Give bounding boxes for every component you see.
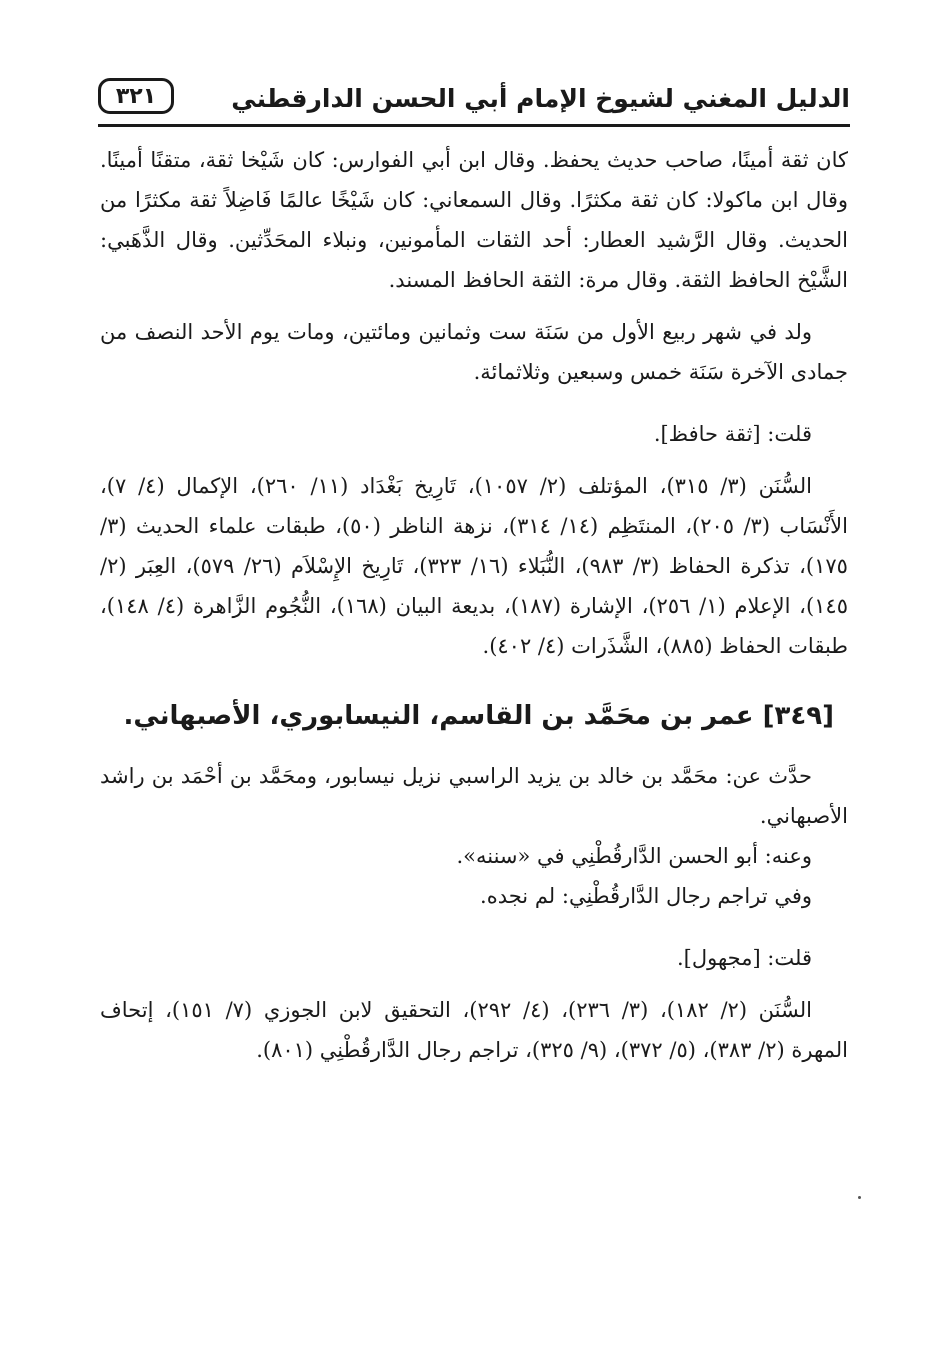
entry-348-birth-death: ولد في شهر ربيع الأول من سَنَة ست وثمانين ومائتين، ومات يوم الأحد النصف من جمادى الآخرة سَنَة خمس وسبعين وثلاثمائة. [100, 320, 848, 384]
entry-349-narrated-by: وعنه: أبو الحسن الدَّارقُطْنِي في «سننه». [456, 844, 812, 868]
page-number: ٣٢١ [115, 83, 157, 109]
entry-348-verdict: قلت: [ثقة حافظ]. [653, 422, 812, 446]
entry-349-verdict: قلت: [مجهول]. [676, 946, 812, 970]
ink-speck [858, 1196, 861, 1199]
page-body [100, 140, 848, 1070]
page-number-frame [98, 78, 174, 114]
entry-349-heading: [٣٤٩] عمر بن محَمَّد بن القاسم، النيسابوري، الأصبهاني. [123, 701, 834, 731]
entry-349-sources: السُّنَن (٢/ ١٨٢)، (٣/ ٢٣٦)، (٤/ ٢٩٢)، التحقيق لابن الجوزي (٧/ ١٥١)، إتحاف المهرة (٢/ ٣٨٣)، (٥/ ٣٧٢)، (٩/ ٣٢٥)، تراجم رجال الدَّارقُطْنِي (٨٠١). [100, 998, 848, 1062]
entry-349-in-tarajim: وفي تراجم رجال الدَّارقُطْنِي: لم نجده. [480, 884, 812, 908]
entry-348-praise: كان ثقة أمينًا، صاحب حديث يحفظ. وقال ابن أبي الفوارس: كان شَيْخا ثقة، متقنًا أمينًا. وقال ابن ماكولا: كان ثقة مكثرًا. وقال السمعاني: كان شَيْخًا عالمًا فَاضِلاً ثقة مكثرًا من الحديث. وقال الرَّشيد العطار: أحد الثقات المأمونين، ونبلاء المحَدِّثين. وقال الذَّهَبي: الشَّيْخ الحافظ الثقة. وقال مرة: الثقة الحافظ المسند. [100, 148, 848, 292]
entry-349-narrated-from: حدَّث عن: محَمَّد بن خالد بن يزيد الراسبي نزيل نيسابور، ومحَمَّد بن أحْمَد بن راشد الأصبهاني. [100, 764, 848, 828]
entry-348-sources: السُّنَن (٣/ ٣١٥)، المؤتلف (٢/ ١٠٥٧)، تَارِيخ بَغْدَاد (١١/ ٢٦٠)، الإكمال (٤/ ٧)، الأَنْسَاب (٣/ ٢٠٥)، المنتَظِم (١٤/ ٣١٤)، نزهة الناظر (٥٠)، طبقات علماء الحديث (٣/ ١٧٥)، تذكرة الحفاظ (٣/ ٩٨٣)، النُّبَلاء (١٦/ ٣٢٣)، تَارِيخ الإِسْلاَم (٢٦/ ٥٧٩)، العِبَر (٢/ ١٤٥)، الإعلام (١/ ٢٥٦)، الإشارة (١٨٧)، بديعة البيان (١٦٨)، النُّجُوم الزَّاهرة (٤/ ١٤٨)، طبقات الحفاظ (٨٨٥)، الشَّذَرات (٤/ ٤٠٢). [100, 474, 848, 658]
running-header [98, 78, 850, 122]
header-rule [98, 124, 850, 127]
running-title: الدليل المغني لشيوخ الإمام أبي الحسن الدارقطني [231, 84, 850, 113]
